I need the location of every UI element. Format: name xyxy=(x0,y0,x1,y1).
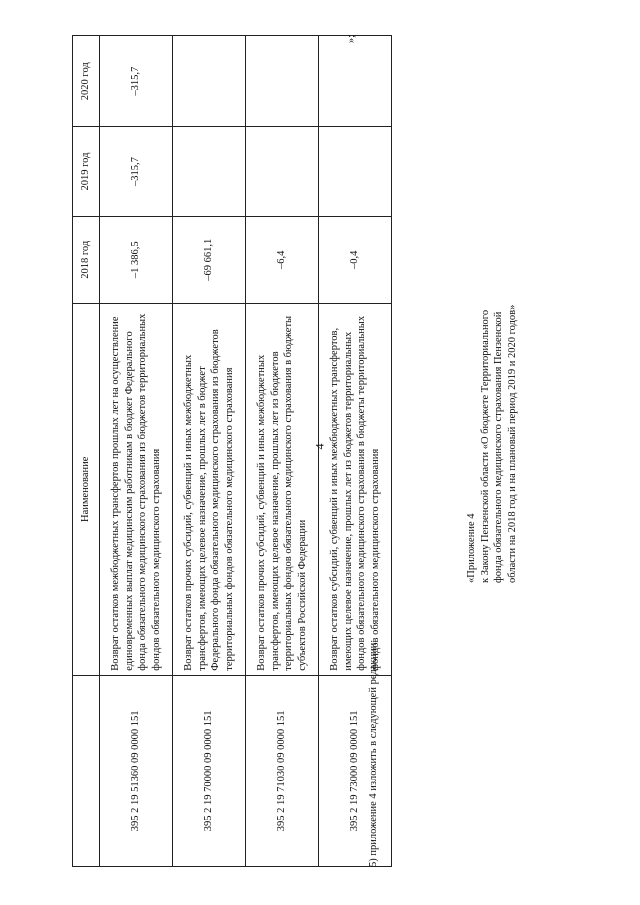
row-code: 395 2 19 73000 09 0000 151 xyxy=(319,675,392,866)
row-name: Возврат остатков субсидий, субвенций и иных межбюджетных трансфертов, имеющих целевое назначение, прошлых лет из бюджетов территориальных фондов обязательного медицинского страхования в бюджеты территориальных фондов обязательного медицинского страхования xyxy=(319,303,392,675)
table-row xyxy=(246,36,319,867)
row-value-2018: –1 386,5 xyxy=(100,216,173,303)
row-value-2018: –0,4 xyxy=(319,216,392,303)
row-value-2020 xyxy=(173,36,246,127)
row-name: Возврат остатков прочих субсидий, субвенций и иных межбюджетных трансфертов, имеющих целевое назначение, прошлых лет из бюджетов территориальных фондов обязательного медицинского страхования в бюджеты субъектов Российской Федерации xyxy=(246,303,319,675)
table-row xyxy=(100,36,173,867)
header-2019: 2019 год xyxy=(73,127,100,216)
row-value-2018: –69 661,1 xyxy=(173,216,246,303)
row-code: 395 2 19 51360 09 0000 151 xyxy=(100,675,173,866)
row-value-2020: –315,7 xyxy=(100,36,173,127)
row-value-2020 xyxy=(319,36,392,127)
table-row xyxy=(173,36,246,867)
row-value-2019: –315,7 xyxy=(100,127,173,216)
row-value-2019 xyxy=(173,127,246,216)
appendix-heading xyxy=(465,93,519,583)
appendix-line: «Приложение 4 xyxy=(466,513,477,583)
appendix-line: фонда обязательного медицинского страхования Пензенской xyxy=(493,311,504,583)
table-header-row xyxy=(73,36,100,867)
closing-quote-mark: »; xyxy=(346,35,357,44)
row-name: Возврат остатков межбюджетных трансфертов прошлых лет на осуществление единовременных выплат медицинским работникам в бюджет Федерального фонда обязательного медицинского страхования из бюджетов территориальных фондов обязательного медицинского страхования xyxy=(100,303,173,675)
budget-table xyxy=(72,35,392,867)
rotated-content xyxy=(30,35,610,875)
row-value-2019 xyxy=(246,127,319,216)
amendment-item-5: 5) приложение 4 изложить в следующей редакции: xyxy=(368,639,379,867)
row-value-2019 xyxy=(319,127,392,216)
header-code xyxy=(73,675,100,866)
header-2020: 2020 год xyxy=(73,36,100,127)
row-name: Возврат остатков прочих субсидий, субвенций и иных межбюджетных трансфертов, имеющих целевое назначение, прошлых лет в бюджет Федерального фонда обязательного медицинского страхования из бюджетов территориальных фондов обязательного медицинского страхования xyxy=(173,303,246,675)
table-row xyxy=(319,36,392,867)
header-name: Наименование xyxy=(73,303,100,675)
row-value-2020 xyxy=(246,36,319,127)
header-2018: 2018 год xyxy=(73,216,100,303)
appendix-line: области на 2018 год и на плановый период 2019 и 2020 годов» xyxy=(506,304,518,583)
page-number: 4 xyxy=(312,443,327,450)
row-value-2018: –6,4 xyxy=(246,216,319,303)
row-code: 395 2 19 71030 09 0000 151 xyxy=(246,675,319,866)
appendix-line: к Закону Пензенской области «О бюджете Территориального xyxy=(479,309,491,583)
row-code: 395 2 19 70000 09 0000 151 xyxy=(173,675,246,866)
